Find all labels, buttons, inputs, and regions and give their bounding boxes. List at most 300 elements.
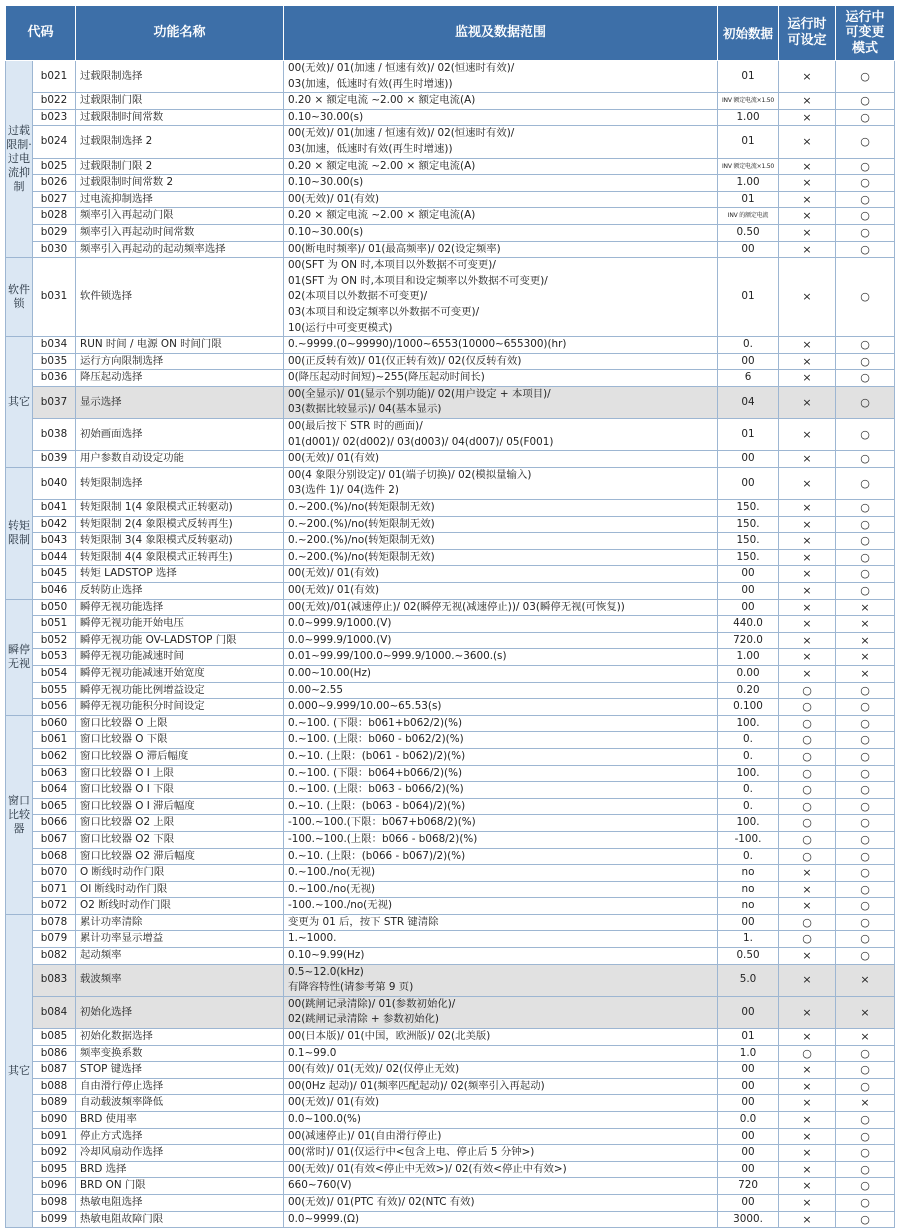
table-row — [6, 93, 895, 110]
param-range — [284, 549, 718, 566]
run-changeable-mark: ○ — [836, 1194, 895, 1211]
param-initial-value: 0. — [718, 337, 779, 354]
run-changeable-mark: ○ — [836, 370, 895, 387]
run-changeable-mark: ○ — [836, 1112, 895, 1129]
group-label: 其它 — [6, 337, 33, 468]
table-row — [6, 748, 895, 765]
run-settable-mark: ○ — [779, 699, 836, 716]
param-name: 窗口比较器 O 下限 — [76, 732, 284, 749]
param-code: b060 — [33, 715, 76, 732]
table-row — [6, 898, 895, 915]
run-changeable-mark: × — [836, 599, 895, 616]
param-initial-value: 0.50 — [718, 948, 779, 965]
param-name: 瞬停无视功能开始电压 — [76, 616, 284, 633]
range-line: 01(d001)/ 02(d002)/ 03(d003)/ 04(d007)/ 05(F001) — [288, 435, 554, 448]
param-code: b050 — [33, 599, 76, 616]
param-code: b045 — [33, 566, 76, 583]
param-initial-value: 100. — [718, 815, 779, 832]
run-settable-mark: × — [779, 370, 836, 387]
range-line: 03(本项目和设定频率以外数据不可变更)/ — [288, 305, 480, 318]
param-range — [284, 93, 718, 110]
table-row — [6, 732, 895, 749]
param-code: b091 — [33, 1128, 76, 1145]
table-row — [6, 599, 895, 616]
param-code: b095 — [33, 1161, 76, 1178]
param-code: b052 — [33, 632, 76, 649]
parameter-table-container — [5, 5, 895, 1228]
param-code: b072 — [33, 898, 76, 915]
param-name: RUN 时间 / 电源 ON 时间门限 — [76, 337, 284, 354]
table-row — [6, 467, 895, 499]
param-name: 自动载波频率降低 — [76, 1095, 284, 1112]
param-code: b082 — [33, 948, 76, 965]
run-settable-mark: ○ — [779, 715, 836, 732]
run-settable-mark: × — [779, 224, 836, 241]
table-row — [6, 1095, 895, 1112]
param-initial-value: 00 — [718, 566, 779, 583]
run-settable-mark: × — [779, 337, 836, 354]
run-changeable-mark: ○ — [836, 175, 895, 192]
table-row — [6, 533, 895, 550]
range-line: 0(降压起动时间短)~255(降压起动时间长) — [288, 371, 485, 384]
range-line: -100.~100.(下限：b067+b068/2)(%) — [288, 816, 476, 829]
param-code: b055 — [33, 682, 76, 699]
table-row — [6, 616, 895, 633]
range-line: 00(无效)/ 01(加速 / 恒速有效)/ 02(恒速时有效)/ — [288, 62, 515, 74]
header-run-set-label: 运行时可设定 — [787, 17, 827, 48]
table-row — [6, 353, 895, 370]
range-line: -100.~100./no(无视) — [288, 899, 393, 912]
run-changeable-mark: × — [836, 632, 895, 649]
param-name: 起动频率 — [76, 948, 284, 965]
param-code: b083 — [33, 964, 76, 996]
param-initial-value: 0.100 — [718, 699, 779, 716]
param-initial-value: 0. — [718, 848, 779, 865]
param-initial-value: INV 额定电流×1.50 — [718, 158, 779, 175]
param-range — [284, 715, 718, 732]
param-initial-value: 01 — [718, 419, 779, 451]
param-name: 反转防止选择 — [76, 583, 284, 600]
range-line: 03(数据比较显示)/ 04(基本显示) — [288, 403, 442, 416]
param-code: b078 — [33, 914, 76, 931]
param-range — [284, 964, 718, 996]
param-range — [284, 1062, 718, 1079]
range-line: 0.5~12.0(kHz) — [288, 965, 364, 978]
table-row — [6, 848, 895, 865]
param-range — [284, 1128, 718, 1145]
param-initial-value: 720.0 — [718, 632, 779, 649]
run-settable-mark: × — [779, 1112, 836, 1129]
param-range — [284, 583, 718, 600]
run-settable-mark: ○ — [779, 1045, 836, 1062]
range-line: 0.20 × 额定电流 ~2.00 × 额定电流(A) — [288, 209, 476, 222]
range-line: 0.10~9.99(Hz) — [288, 949, 365, 962]
run-changeable-mark: × — [836, 1029, 895, 1046]
range-line: 0.~9999.(0~99990)/1000~6553(10000~655300)(hr) — [288, 338, 567, 351]
param-initial-value: 01 — [718, 61, 779, 93]
param-initial-value: 00 — [718, 1095, 779, 1112]
run-changeable-mark: ○ — [836, 1211, 895, 1228]
param-name: 过载限制时间常数 2 — [76, 175, 284, 192]
param-initial-value: 00 — [718, 996, 779, 1028]
param-initial-value: no — [718, 898, 779, 915]
param-range — [284, 61, 718, 93]
table-row — [6, 1078, 895, 1095]
group-label: 软件锁 — [6, 258, 33, 337]
param-initial-value: 1.00 — [718, 109, 779, 126]
run-changeable-mark: ○ — [836, 765, 895, 782]
range-line: 00(无效)/ 01(PTC 有效)/ 02(NTC 有效) — [288, 1195, 475, 1208]
table-body — [6, 61, 895, 1228]
table-row — [6, 914, 895, 931]
param-code: b043 — [33, 533, 76, 550]
param-code: b064 — [33, 782, 76, 799]
param-initial-value: 0. — [718, 798, 779, 815]
table-row — [6, 1145, 895, 1162]
param-range — [284, 914, 718, 931]
param-range — [284, 948, 718, 965]
param-code: b044 — [33, 549, 76, 566]
param-code: b087 — [33, 1062, 76, 1079]
run-changeable-mark: ○ — [836, 191, 895, 208]
table-row — [6, 61, 895, 93]
param-name: 初始化数据选择 — [76, 1029, 284, 1046]
param-code: b070 — [33, 865, 76, 882]
group-label: 其它 — [6, 914, 33, 1227]
range-line: 03(选件 1)/ 04(选件 2) — [288, 484, 399, 497]
param-code: b063 — [33, 765, 76, 782]
table-row — [6, 1045, 895, 1062]
param-name: 初始画面选择 — [76, 419, 284, 451]
run-changeable-mark: ○ — [836, 258, 895, 337]
range-line: 00(无效)/ 01(加速 / 恒速有效)/ 02(恒速时有效)/ — [288, 127, 515, 140]
run-settable-mark: × — [779, 353, 836, 370]
param-initial-value: 00 — [718, 241, 779, 258]
table-row — [6, 583, 895, 600]
range-line: 00(0Hz 起动)/ 01(频率匹配起动)/ 02(频率引入再起动) — [288, 1079, 545, 1092]
run-changeable-mark: ○ — [836, 224, 895, 241]
table-row — [6, 516, 895, 533]
param-name: 窗口比较器 O 上限 — [76, 715, 284, 732]
run-changeable-mark: ○ — [836, 1078, 895, 1095]
param-name: 转矩限制 4(4 象限模式正转再生) — [76, 549, 284, 566]
param-name: 窗口比较器 O I 上限 — [76, 765, 284, 782]
param-name: 过载限制选择 — [76, 61, 284, 93]
range-line: 0.10~30.00(s) — [288, 176, 364, 189]
header-run-change — [836, 6, 895, 61]
param-name: BRD 使用率 — [76, 1112, 284, 1129]
table-row — [6, 337, 895, 354]
table-row — [6, 1128, 895, 1145]
run-changeable-mark: ○ — [836, 1045, 895, 1062]
run-changeable-mark: ○ — [836, 715, 895, 732]
range-line: 0.00~2.55 — [288, 683, 343, 696]
param-name: 累计功率显示增益 — [76, 931, 284, 948]
table-row — [6, 258, 895, 337]
param-range — [284, 451, 718, 468]
run-changeable-mark: ○ — [836, 914, 895, 931]
param-code: b065 — [33, 798, 76, 815]
param-name: 窗口比较器 O2 下限 — [76, 831, 284, 848]
run-changeable-mark: ○ — [836, 931, 895, 948]
run-settable-mark: × — [779, 258, 836, 337]
run-settable-mark: × — [779, 109, 836, 126]
param-initial-value: 00 — [718, 1128, 779, 1145]
param-code: b089 — [33, 1095, 76, 1112]
range-line: 02(跳闸记录清除 + 参数初始化) — [288, 1013, 439, 1026]
param-initial-value: INV 额定电流×1.50 — [718, 93, 779, 110]
run-changeable-mark: ○ — [836, 500, 895, 517]
range-line: 0.0~100.0(%) — [288, 1113, 361, 1125]
table-row — [6, 386, 895, 418]
run-settable-mark: × — [779, 1145, 836, 1162]
run-settable-mark: ○ — [779, 931, 836, 948]
param-range — [284, 996, 718, 1028]
param-initial-value: 00 — [718, 1062, 779, 1079]
param-range — [284, 748, 718, 765]
param-code: b084 — [33, 996, 76, 1028]
param-code: b051 — [33, 616, 76, 633]
range-line: 0.1~99.0 — [288, 1046, 337, 1059]
range-line: 00(减速停止)/ 01(自由滑行停止) — [288, 1129, 442, 1142]
param-range — [284, 665, 718, 682]
table-row — [6, 1062, 895, 1079]
run-settable-mark: × — [779, 566, 836, 583]
run-changeable-mark: ○ — [836, 682, 895, 699]
param-name: 过载限制门限 — [76, 93, 284, 110]
table-row — [6, 175, 895, 192]
param-range — [284, 158, 718, 175]
run-settable-mark: ○ — [779, 682, 836, 699]
param-name: 瞬停无视功能比例增益设定 — [76, 682, 284, 699]
run-changeable-mark: ○ — [836, 748, 895, 765]
run-changeable-mark: ○ — [836, 583, 895, 600]
param-code: b027 — [33, 191, 76, 208]
header-range: 监视及数据范围 — [284, 6, 718, 61]
run-settable-mark: ○ — [779, 732, 836, 749]
param-range — [284, 566, 718, 583]
param-code: b022 — [33, 93, 76, 110]
run-settable-mark: × — [779, 1211, 836, 1228]
param-name: 瞬停无视功能减速开始宽度 — [76, 665, 284, 682]
param-range — [284, 224, 718, 241]
range-line: 00(常时)/ 01(仅运行中<包含上电、停止后 5 分钟>) — [288, 1146, 535, 1159]
param-code: b062 — [33, 748, 76, 765]
param-code: b034 — [33, 337, 76, 354]
table-row — [6, 948, 895, 965]
param-name: 显示选择 — [76, 386, 284, 418]
param-name: 频率引入再起动时间常数 — [76, 224, 284, 241]
param-range — [284, 815, 718, 832]
param-initial-value: 0.20 — [718, 682, 779, 699]
run-settable-mark: × — [779, 865, 836, 882]
param-range — [284, 798, 718, 815]
param-code: b085 — [33, 1029, 76, 1046]
param-code: b021 — [33, 61, 76, 93]
param-name: 用户参数自动设定功能 — [76, 451, 284, 468]
run-settable-mark: × — [779, 1078, 836, 1095]
run-changeable-mark: ○ — [836, 549, 895, 566]
param-code: b025 — [33, 158, 76, 175]
range-line: 0.~10. (上限：(b063 - b064)/2)(%) — [288, 799, 466, 812]
run-changeable-mark: ○ — [836, 865, 895, 882]
param-name: 载波频率 — [76, 964, 284, 996]
run-changeable-mark: ○ — [836, 337, 895, 354]
param-initial-value: 01 — [718, 126, 779, 158]
range-line: 0.~200.(%)/no(转矩限制无效) — [288, 501, 435, 514]
param-range — [284, 782, 718, 799]
run-changeable-mark: ○ — [836, 158, 895, 175]
table-row — [6, 682, 895, 699]
run-settable-mark: × — [779, 1178, 836, 1195]
param-name: 窗口比较器 O2 滞后幅度 — [76, 848, 284, 865]
table-row — [6, 782, 895, 799]
param-code: b068 — [33, 848, 76, 865]
run-changeable-mark: ○ — [836, 699, 895, 716]
run-settable-mark: × — [779, 241, 836, 258]
range-line: 0.~100. (上限：b063 - b066/2)(%) — [288, 783, 464, 796]
param-code: b067 — [33, 831, 76, 848]
param-code: b066 — [33, 815, 76, 832]
param-initial-value: 00 — [718, 467, 779, 499]
param-range — [284, 1211, 718, 1228]
param-initial-value: 100. — [718, 765, 779, 782]
param-range — [284, 848, 718, 865]
table-row — [6, 1194, 895, 1211]
run-settable-mark: ○ — [779, 765, 836, 782]
range-line: 0.0~9999.(Ω) — [288, 1212, 360, 1225]
param-range — [284, 1161, 718, 1178]
param-range — [284, 699, 718, 716]
run-changeable-mark: × — [836, 964, 895, 996]
param-initial-value: 00 — [718, 1194, 779, 1211]
param-name: 转矩限制选择 — [76, 467, 284, 499]
param-initial-value: 0. — [718, 732, 779, 749]
param-initial-value: 3000. — [718, 1211, 779, 1228]
table-row — [6, 798, 895, 815]
param-initial-value: no — [718, 865, 779, 882]
table-header-row — [6, 6, 895, 61]
run-settable-mark: × — [779, 500, 836, 517]
run-settable-mark: × — [779, 1194, 836, 1211]
param-initial-value: 00 — [718, 1078, 779, 1095]
param-name: 窗口比较器 O 滞后幅度 — [76, 748, 284, 765]
range-line: 0.10~30.00(s) — [288, 110, 364, 123]
param-range — [284, 682, 718, 699]
param-name: 过载限制门限 2 — [76, 158, 284, 175]
range-line: 0.~10. (上限：(b061 - b062)/2)(%) — [288, 749, 466, 762]
param-initial-value: 5.0 — [718, 964, 779, 996]
param-code: b096 — [33, 1178, 76, 1195]
param-name: 过载限制时间常数 — [76, 109, 284, 126]
param-range — [284, 632, 718, 649]
group-label: 瞬停无视 — [6, 599, 33, 715]
range-line: 00(无效)/ 01(有效) — [288, 452, 380, 465]
run-changeable-mark: ○ — [836, 353, 895, 370]
run-changeable-mark: ○ — [836, 881, 895, 898]
table-row — [6, 699, 895, 716]
param-range — [284, 419, 718, 451]
table-row — [6, 370, 895, 387]
param-name: BRD 选择 — [76, 1161, 284, 1178]
range-line: 10(运行中可变更模式) — [288, 321, 393, 334]
table-row — [6, 1029, 895, 1046]
param-initial-value: 1.0 — [718, 1045, 779, 1062]
param-range — [284, 191, 718, 208]
param-range — [284, 1029, 718, 1046]
range-line: 0.0~999.9/1000.(V) — [288, 633, 392, 646]
param-initial-value: 00 — [718, 914, 779, 931]
run-changeable-mark: ○ — [836, 782, 895, 799]
range-line: 0.~100. (下限：b064+b066/2)(%) — [288, 766, 463, 779]
run-settable-mark: × — [779, 583, 836, 600]
table-row — [6, 665, 895, 682]
group-label: 转矩限制 — [6, 467, 33, 599]
param-initial-value: 01 — [718, 1029, 779, 1046]
table-row — [6, 815, 895, 832]
table-row — [6, 931, 895, 948]
param-name: 过载限制选择 2 — [76, 126, 284, 158]
run-settable-mark: × — [779, 126, 836, 158]
param-name: 瞬停无视功能积分时间设定 — [76, 699, 284, 716]
header-init: 初始数据 — [718, 6, 779, 61]
run-settable-mark: × — [779, 419, 836, 451]
run-changeable-mark: ○ — [836, 848, 895, 865]
run-changeable-mark: ○ — [836, 948, 895, 965]
run-settable-mark: × — [779, 1029, 836, 1046]
param-range — [284, 765, 718, 782]
range-line: 0.000~9.999/10.00~65.53(s) — [288, 700, 442, 713]
table-row — [6, 881, 895, 898]
run-settable-mark: × — [779, 386, 836, 418]
range-line: 03(加速，低速时有效(再生时增速)) — [288, 77, 453, 90]
param-range — [284, 865, 718, 882]
param-initial-value: 00 — [718, 353, 779, 370]
run-changeable-mark: ○ — [836, 208, 895, 225]
param-name: BRD ON 门限 — [76, 1178, 284, 1195]
run-settable-mark: × — [779, 191, 836, 208]
run-changeable-mark: ○ — [836, 451, 895, 468]
run-changeable-mark: ○ — [836, 898, 895, 915]
param-range — [284, 337, 718, 354]
run-changeable-mark: ○ — [836, 566, 895, 583]
param-range — [284, 258, 718, 337]
param-code: b026 — [33, 175, 76, 192]
param-code: b046 — [33, 583, 76, 600]
range-line: 00(无效)/01(减速停止)/ 02(瞬停无视(减速停止))/ 03(瞬停无视(可恢复)) — [288, 600, 625, 613]
range-line: 00(有效)/ 01(无效)/ 02(仅停止无效) — [288, 1063, 460, 1076]
param-initial-value: 01 — [718, 191, 779, 208]
run-settable-mark: × — [779, 549, 836, 566]
run-settable-mark: × — [779, 61, 836, 93]
param-name: 运行方向限制选择 — [76, 353, 284, 370]
run-settable-mark: × — [779, 632, 836, 649]
param-code: b030 — [33, 241, 76, 258]
table-row — [6, 419, 895, 451]
run-changeable-mark: ○ — [836, 109, 895, 126]
range-line: 00(无效)/ 01(有效) — [288, 1096, 380, 1109]
param-code: b028 — [33, 208, 76, 225]
run-changeable-mark: ○ — [836, 533, 895, 550]
range-line: 00(正反转有效)/ 01(仅正转有效)/ 02(仅反转有效) — [288, 354, 522, 367]
run-settable-mark: ○ — [779, 848, 836, 865]
run-settable-mark: × — [779, 964, 836, 996]
param-code: b086 — [33, 1045, 76, 1062]
param-code: b056 — [33, 699, 76, 716]
param-initial-value: 150. — [718, 549, 779, 566]
param-code: b054 — [33, 665, 76, 682]
param-range — [284, 1145, 718, 1162]
